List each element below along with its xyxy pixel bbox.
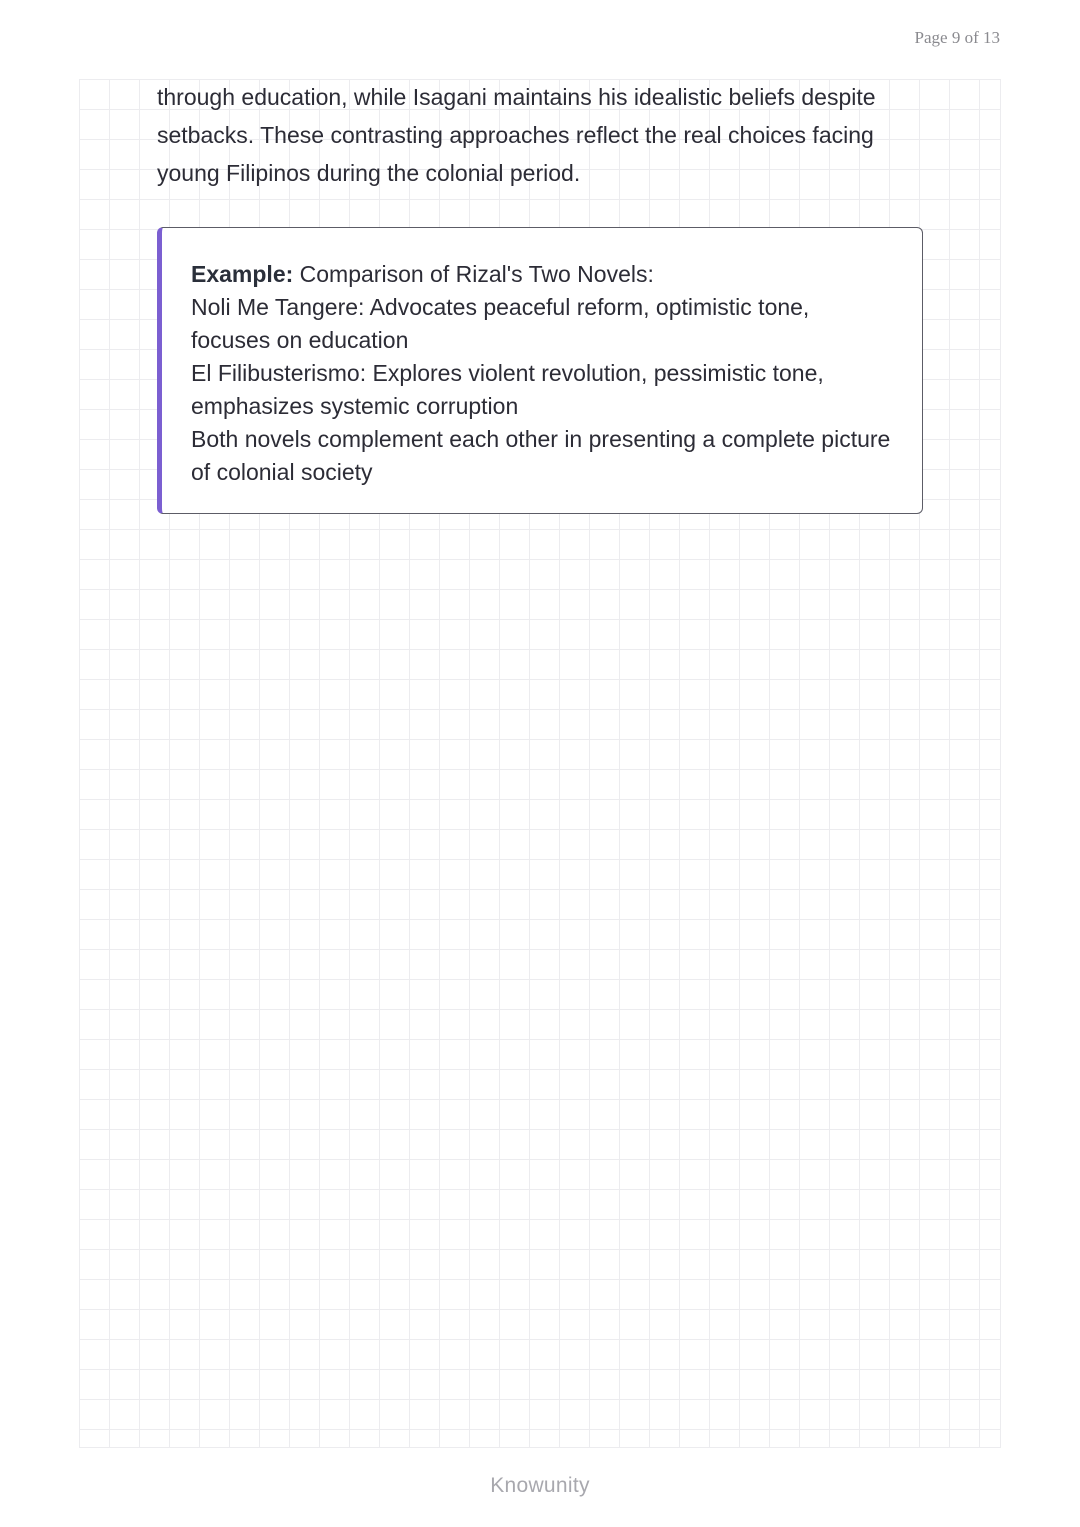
page-indicator: Page 9 of 13 bbox=[914, 28, 1000, 47]
example-line-both: Both novels complement each other in presenting a complete picture of colonial society bbox=[191, 426, 891, 485]
footer-brand: Knowunity bbox=[490, 1474, 590, 1497]
example-heading bbox=[191, 258, 893, 291]
example-label: Example: bbox=[191, 261, 294, 287]
example-title: Comparison of Rizal's Two Novels: bbox=[293, 261, 654, 287]
example-line-noli: Noli Me Tangere: Advocates peaceful reform, optimistic tone, focuses on education bbox=[191, 294, 810, 353]
body-paragraph: through education, while Isagani maintains his idealistic beliefs despite setbacks. These contrasting approaches reflect the real choices facing young Filipinos during the colonial period. bbox=[157, 84, 876, 186]
example-callout bbox=[157, 227, 923, 514]
example-text bbox=[191, 258, 893, 489]
example-line-fili: El Filibusterismo: Explores violent revolution, pessimistic tone, emphasizes systemic corruption bbox=[191, 360, 824, 419]
